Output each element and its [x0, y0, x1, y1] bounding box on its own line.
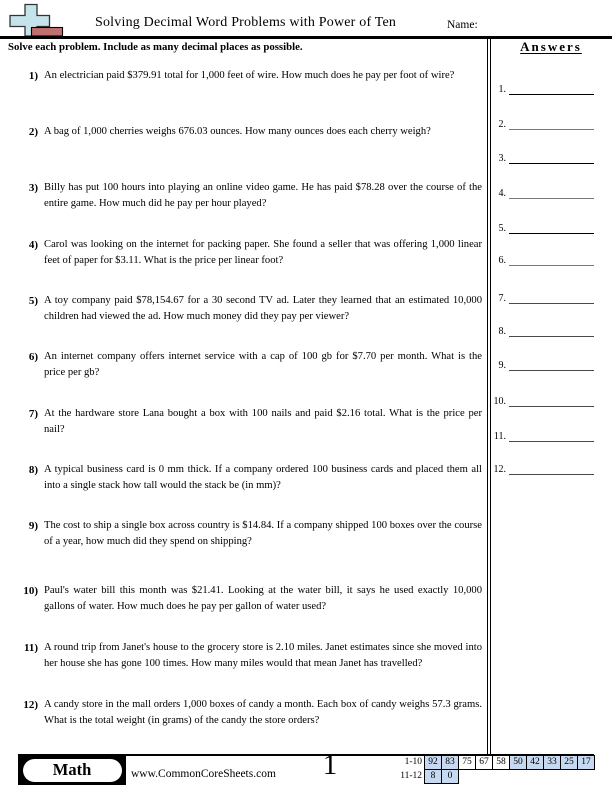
- answer-blank-line: [509, 265, 594, 266]
- problem-text: At the hardware store Lana bought a box with 100 nails and paid $2.16 total. What is the price per nail?: [44, 408, 482, 435]
- problem-number: 6): [28, 351, 38, 363]
- problem-number: 2): [28, 126, 38, 138]
- problem-text: A candy store in the mall orders 1,000 boxes of candy a month. Each box of candy weighs 57.3 grams. What is the total weight (in grams) of the candy the store orders?: [44, 699, 482, 726]
- answers-heading: Answers: [520, 39, 582, 54]
- problem-text: A toy company paid $78,154.67 for a 30 second TV ad. Later they learned that an estimated 10,000 children had viewed the ad. How much money did they pay per viewer?: [44, 295, 482, 322]
- problem-text: Carol was looking on the internet for packing paper. She found a seller that was offering 1,000 linear feet of paper for $3.11. What is the price per linear foot?: [44, 239, 482, 266]
- problem-number: 9): [28, 520, 38, 532]
- problem-number: 4): [28, 239, 38, 251]
- answer-blank-line: [509, 129, 594, 130]
- score-cell: 75: [458, 755, 476, 770]
- score-cell: 92: [424, 755, 442, 770]
- problem-number: 1): [28, 70, 38, 82]
- answer-blank-line: [509, 441, 594, 442]
- plus-minus-math-logo: [8, 3, 66, 38]
- answer-number: 8.: [498, 326, 506, 337]
- problem-text: Paul's water bill this month was $21.41. Looking at the water bill, it says he used exactly 10,000 gallons of water. How much does he pay per gallon of water used?: [44, 585, 482, 612]
- problem-number: 12): [23, 699, 38, 711]
- score-row: [424, 769, 459, 784]
- answer-number: 12.: [493, 464, 506, 475]
- answer-row: [0, 222, 612, 237]
- score-cell: 8: [424, 769, 442, 784]
- problem-text: The cost to ship a single box across country is $14.84. If a company shipped 100 boxes over the course of a year, how much did they spend on shipping?: [44, 520, 482, 547]
- page-title: Solving Decimal Word Problems with Power of Ten: [95, 15, 397, 30]
- problem-number: 7): [28, 408, 38, 420]
- problem-number: 11): [23, 642, 38, 654]
- answer-blank-line: [509, 370, 594, 371]
- score-cell: 42: [526, 755, 544, 770]
- answer-number: 1.: [498, 84, 506, 95]
- problem-text: A round trip from Janet's house to the grocery store is 2.10 miles. Janet estimates since she moved into her house she has gone 100 times. How many miles would that mean Janet has travelled?: [44, 642, 482, 669]
- score-range-label: 11-12: [400, 771, 422, 781]
- answer-row: [0, 325, 612, 340]
- score-cell: 17: [577, 755, 595, 770]
- answer-blank-line: [509, 198, 594, 199]
- score-range-label: 1-10: [404, 757, 422, 767]
- problem-number: 3): [28, 182, 38, 194]
- problem-text: An internet company offers internet service with a cap of 100 gb for $7.70 per month. What is the price per gb?: [44, 351, 482, 378]
- score-row: [424, 755, 595, 770]
- answer-number: 7.: [498, 293, 506, 304]
- logo-minus-bar: [32, 28, 63, 37]
- problem-text: Billy has put 100 hours into playing an online video game. He has paid $78.28 over the course of the entire game. How much did he pay per hour played?: [44, 182, 482, 209]
- answer-row: [0, 83, 612, 98]
- subject-badge-label: Math: [23, 759, 122, 782]
- name-label: Name:: [447, 19, 478, 31]
- subject-badge: [18, 755, 126, 785]
- score-cell: 50: [509, 755, 527, 770]
- answer-number: 4.: [498, 188, 506, 199]
- answer-number: 10.: [493, 396, 506, 407]
- answer-number: 5.: [498, 223, 506, 234]
- problem-number: 5): [28, 295, 38, 307]
- answer-blank-line: [509, 163, 594, 164]
- problem-text: An electrician paid $379.91 total for 1,000 feet of wire. How much does he pay per foot of wire?: [44, 70, 455, 81]
- answer-blank-line: [509, 406, 594, 407]
- score-cell: 83: [441, 755, 459, 770]
- problem-text: A bag of 1,000 cherries weighs 676.03 ounces. How many ounces does each cherry weigh?: [44, 126, 431, 137]
- problem-number: 8): [28, 464, 38, 476]
- problem-text: A typical business card is 0 mm thick. If a company ordered 100 business cards and placed them all into a single stack how tall would the stack be (in mm)?: [44, 464, 482, 491]
- instructions-text: Solve each problem. Include as many decimal places as possible.: [8, 41, 303, 53]
- answer-number: 9.: [498, 360, 506, 371]
- answer-blank-line: [509, 474, 594, 475]
- answer-number: 2.: [498, 119, 506, 130]
- answer-blank-line: [509, 94, 594, 95]
- answer-number: 6.: [498, 255, 506, 266]
- answer-number: 3.: [498, 153, 506, 164]
- answer-blank-line: [509, 303, 594, 304]
- score-cell: 58: [492, 755, 510, 770]
- score-cell: 25: [560, 755, 578, 770]
- score-cell: 0: [441, 769, 459, 784]
- score-cell: 67: [475, 755, 493, 770]
- answer-number: 11.: [493, 431, 506, 442]
- website-text: www.CommonCoreSheets.com: [131, 768, 276, 780]
- score-cell: 33: [543, 755, 561, 770]
- answer-row: [0, 152, 612, 167]
- problem-number: 10): [23, 585, 38, 597]
- answer-blank-line: [509, 233, 594, 234]
- page-number: 1: [322, 749, 338, 781]
- answer-blank-line: [509, 336, 594, 337]
